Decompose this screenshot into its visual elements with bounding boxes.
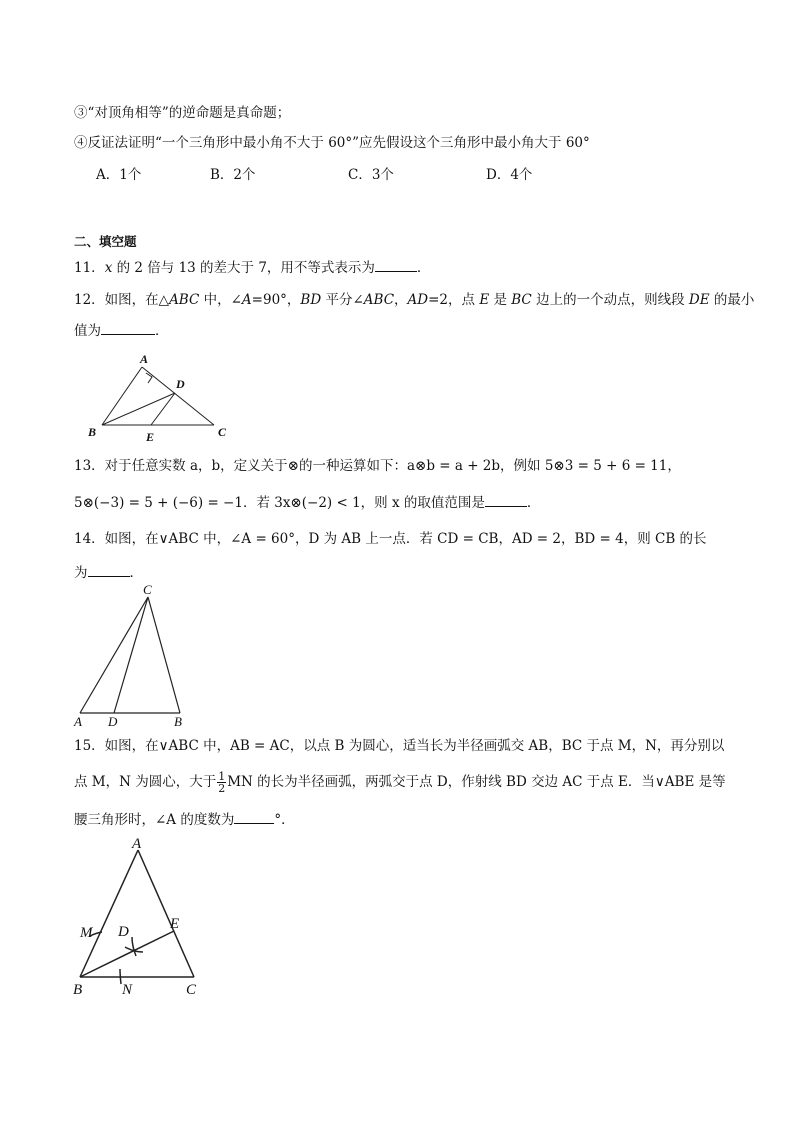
figure-q15 — [70, 834, 220, 1000]
label-a: A — [140, 352, 149, 366]
label-d: D — [118, 924, 129, 940]
question-13-line-1: 13．对于任意实数 a，b，定义关于⊗的一种运算如下：a⊗b = a + 2b，例如 5⊗3 = 5 + 6 = 11， — [74, 458, 681, 474]
label-m: M — [80, 925, 93, 941]
label-a: A — [132, 836, 142, 852]
question-15-line-1: 15．如图，在∨ABC 中，AB = AC，以点 B 为圆心，适当长为半径画弧交 AB，BC 于点 M，N，再分别以 — [74, 738, 725, 754]
arc-mark-n — [120, 969, 121, 984]
answer-blank-13 — [485, 493, 527, 507]
question-14-line-2: 为 ． — [74, 565, 143, 581]
label-c: C — [186, 982, 197, 998]
arc-mark-d2 — [132, 937, 136, 956]
option-d: D．4个 — [486, 167, 533, 183]
fraction-one-half: $\frac{1}{2}$ — [218, 770, 226, 795]
question-13-line-2: 5⊗(−3) = 5 + (−6) = −1．若 3x⊗(−2) < 1，则 x 的取值范围是 ． — [74, 495, 541, 511]
segment-ac — [138, 850, 194, 977]
section-title: 二、填空题 — [74, 234, 137, 249]
question-11: 11．x 的 2 倍与 13 的差大于 7，用不等式表示为 ． — [74, 260, 431, 276]
question-12-line-2: 值为 ． — [74, 323, 169, 339]
label-d: D — [176, 377, 185, 391]
answer-blank-15 — [234, 810, 274, 824]
segment-ac — [80, 597, 148, 713]
figure-q14 — [70, 582, 200, 732]
option-b: B．2个 — [210, 167, 256, 183]
option-a: A．1个 — [96, 167, 142, 183]
question-12-line-1: 12．如图，在△ABC 中，∠A=90°，BD 平分∠ABC，AD=2，点 E 是 BC 边上的一个动点，则线段 DE 的最小 — [74, 292, 755, 308]
statement-4: ④反证法证明“一个三角形中最小角不大于 60°”应先假设这个三角形中最小角大于 60° — [74, 135, 590, 151]
question-15-line-2: 点 M，N 为圆心，大于 $\frac{1}{2}$ MN 的长为半径画弧，两弧交于点 D，作射线 BD 交边 AC 于点 E．当∨ABE 是等 — [74, 770, 726, 795]
statement-3: ③“对顶角相等”的逆命题是真命题； — [74, 105, 291, 121]
label-b: B — [88, 425, 97, 439]
answer-blank-11 — [375, 258, 417, 272]
label-a: A — [74, 714, 82, 729]
question-14-line-1: 14．如图，在∨ABC 中，∠A = 60°，D 为 AB 上一点．若 CD = CB，AD = 2，BD = 4，则 CB 的长 — [74, 531, 707, 547]
label-b: B — [73, 982, 83, 998]
label-c: C — [143, 582, 152, 597]
figure-q12 — [80, 348, 240, 444]
segment-cb — [148, 597, 180, 713]
label-c: C — [218, 425, 227, 439]
label-e: E — [146, 430, 155, 444]
segment-cd — [114, 597, 148, 713]
segment-ac — [142, 367, 214, 425]
label-d: D — [108, 714, 118, 729]
label-n: N — [122, 982, 133, 998]
label-b: B — [174, 714, 182, 729]
option-c: C．3个 — [348, 167, 394, 183]
question-15-line-3: 腰三角形时，∠A 的度数为 °． — [74, 812, 295, 828]
segment-ab — [80, 850, 138, 977]
label-e: E — [170, 916, 180, 932]
answer-blank-12 — [101, 321, 155, 335]
answer-blank-14 — [88, 563, 130, 577]
